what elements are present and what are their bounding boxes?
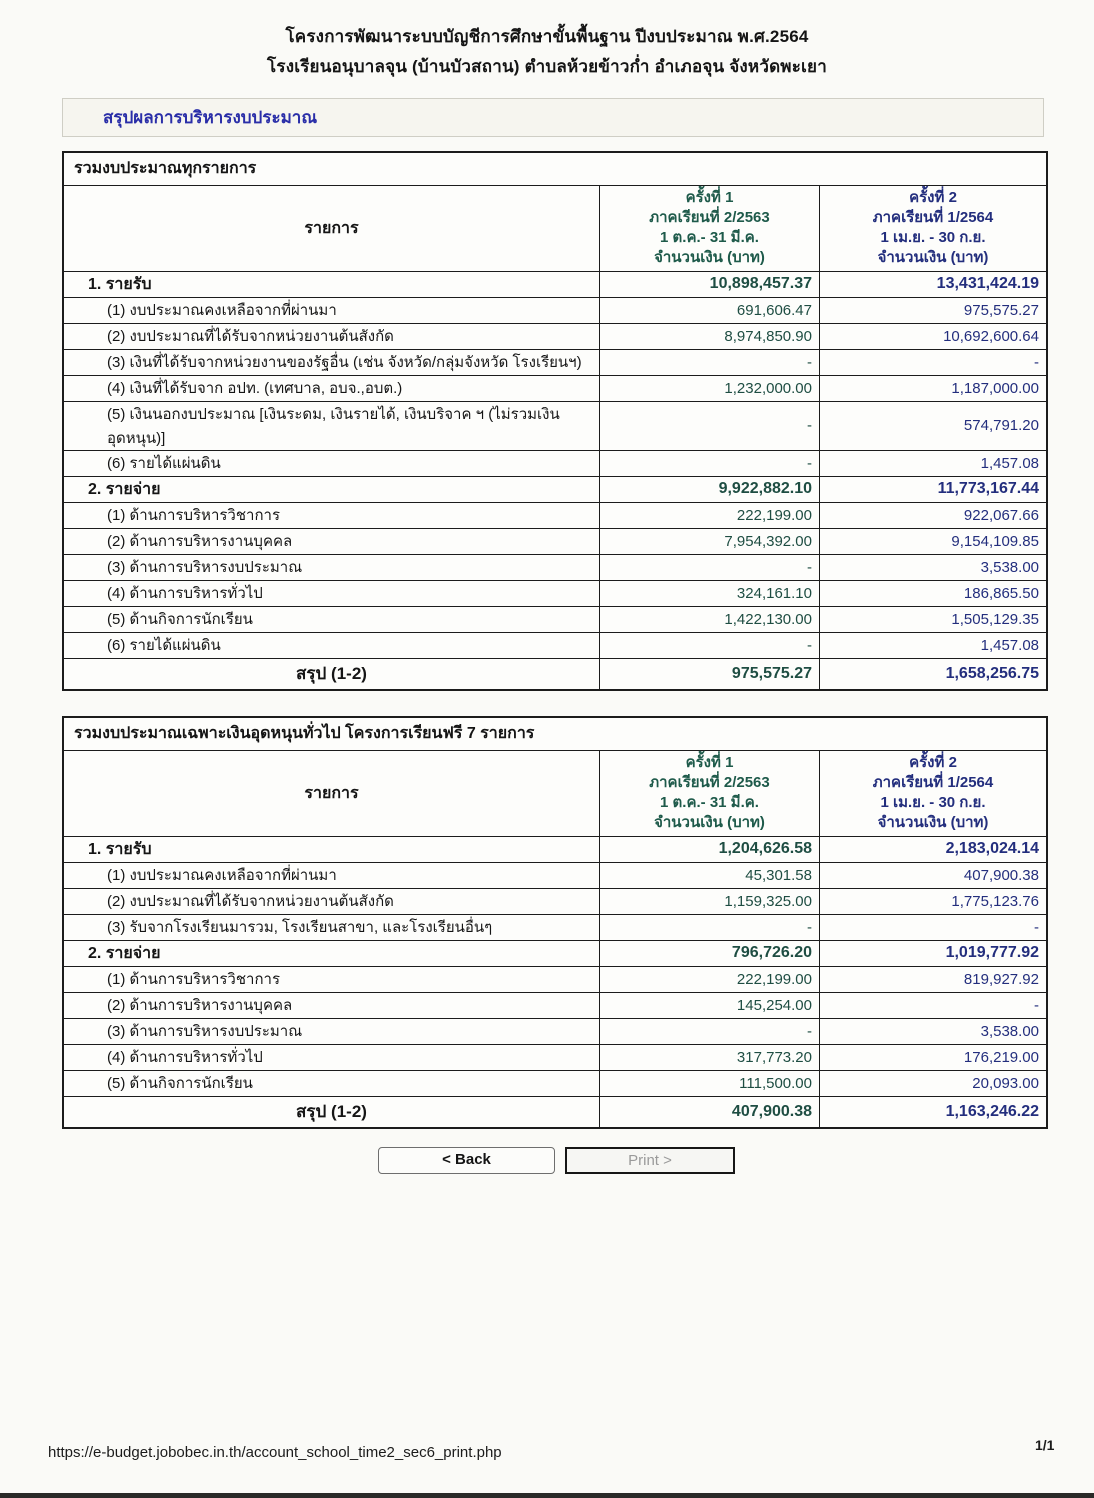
row-label: (3) รับจากโรงเรียนมารวม, โรงเรียนสาขา, และโรงเรียนอื่นๆ — [107, 919, 493, 936]
row-amount-term2: 2,183,024.14 — [819, 837, 1046, 862]
column-header-items: รายการ — [304, 219, 359, 237]
row-label: (3) เงินที่ได้รับจากหน่วยงานของรัฐอื่น (เช่น จังหวัด/กลุ่มจังหวัด โรงเรียนฯ) — [107, 354, 582, 371]
row-amount-term1: 145,254.00 — [599, 993, 819, 1018]
row-label: (2) ด้านการบริหารงานบุคคล — [107, 533, 293, 550]
table-row — [64, 581, 1046, 607]
row-amount-term1: 111,500.00 — [599, 1071, 819, 1096]
row-amount-term1: 1,159,325.00 — [599, 889, 819, 914]
row-label: (3) ด้านการบริหารงบประมาณ — [107, 1023, 303, 1040]
row-amount-term1: 407,900.38 — [599, 1097, 819, 1127]
row-amount-term1: - — [599, 633, 819, 658]
row-amount-term1: - — [599, 555, 819, 580]
row-label: (2) งบประมาณที่ได้รับจากหน่วยงานต้นสังกัด — [107, 328, 394, 345]
row-amount-term2: 407,900.38 — [819, 863, 1046, 888]
section-header-box — [62, 98, 1044, 137]
column-header-term2: ครั้งที่ 2 ภาคเรียนที่ 1/2564 1 เม.ย. - 30 ก.ย. จำนวนเงิน (บาท) — [819, 751, 1046, 836]
row-amount-term2: 922,067.66 — [819, 503, 1046, 528]
row-label: สรุป (1-2) — [296, 1102, 367, 1121]
table-row — [64, 503, 1046, 529]
column-header-term1: ครั้งที่ 1 ภาคเรียนที่ 2/2563 1 ต.ค.- 31 มี.ค. จำนวนเงิน (บาท) — [599, 186, 819, 271]
row-amount-term1: 7,954,392.00 — [599, 529, 819, 554]
table-row — [64, 376, 1046, 402]
row-label: (5) เงินนอกงบประมาณ [เงินระดม, เงินรายได้, เงินบริจาค ฯ (ไม่รวมเงินอุดหนุน)] — [107, 405, 560, 447]
table-title: รวมงบประมาณเฉพาะเงินอุดหนุนทั่วไป โครงการเรียนฟรี 7 รายการ — [64, 718, 1046, 751]
table-body — [64, 272, 1046, 689]
row-amount-term2: 1,457.08 — [819, 451, 1046, 476]
table-row — [64, 451, 1046, 477]
table-header-row — [64, 186, 1046, 272]
row-amount-term2: 186,865.50 — [819, 581, 1046, 606]
row-amount-term2: 819,927.92 — [819, 967, 1046, 992]
table-row — [64, 350, 1046, 376]
back-button[interactable]: < Back — [378, 1147, 555, 1174]
row-amount-term2: 20,093.00 — [819, 1071, 1046, 1096]
table-header-row — [64, 751, 1046, 837]
row-amount-term1: 1,232,000.00 — [599, 376, 819, 401]
row-amount-term2: 11,773,167.44 — [819, 477, 1046, 502]
row-amount-term2: 1,658,256.75 — [819, 659, 1046, 689]
row-label: (5) ด้านกิจการนักเรียน — [107, 1075, 253, 1092]
row-amount-term2: 176,219.00 — [819, 1045, 1046, 1070]
row-amount-term1: - — [599, 915, 819, 940]
row-amount-term1: - — [599, 350, 819, 375]
row-amount-term1: 45,301.58 — [599, 863, 819, 888]
table-row — [64, 298, 1046, 324]
row-amount-term2: 1,163,246.22 — [819, 1097, 1046, 1127]
row-amount-term2: 3,538.00 — [819, 555, 1046, 580]
table-row — [64, 863, 1046, 889]
row-amount-term2: 13,431,424.19 — [819, 272, 1046, 297]
table-row — [64, 324, 1046, 350]
table-row — [64, 272, 1046, 298]
table-row — [64, 1097, 1046, 1127]
row-label: (1) งบประมาณคงเหลือจากที่ผ่านมา — [107, 302, 337, 319]
row-amount-term1: 1,204,626.58 — [599, 837, 819, 862]
row-amount-term1: 222,199.00 — [599, 503, 819, 528]
row-amount-term2: 1,187,000.00 — [819, 376, 1046, 401]
document-title-line2: โรงเรียนอนุบาลจุน (บ้านบัวสถาน) ตำบลห้วยข้าวก่ำ อำเภอจุน จังหวัดพะเยา — [267, 56, 827, 76]
row-amount-term2: 574,791.20 — [819, 402, 1046, 450]
row-amount-term1: 796,726.20 — [599, 941, 819, 966]
row-label: (2) ด้านการบริหารงานบุคคล — [107, 997, 293, 1014]
row-label: (4) ด้านการบริหารทั่วไป — [107, 1049, 263, 1066]
row-label: (1) งบประมาณคงเหลือจากที่ผ่านมา — [107, 867, 337, 884]
table-row — [64, 993, 1046, 1019]
row-amount-term2: - — [819, 350, 1046, 375]
row-amount-term1: 317,773.20 — [599, 1045, 819, 1070]
row-label: (3) ด้านการบริหารงบประมาณ — [107, 559, 303, 576]
table-row — [64, 402, 1046, 451]
row-label: 1. รายรับ — [88, 275, 152, 293]
row-label: (5) ด้านกิจการนักเรียน — [107, 611, 253, 628]
row-amount-term2: 1,019,777.92 — [819, 941, 1046, 966]
row-label: 1. รายรับ — [88, 840, 152, 858]
row-amount-term1: 324,161.10 — [599, 581, 819, 606]
row-amount-term2: 9,154,109.85 — [819, 529, 1046, 554]
row-amount-term2: 1,505,129.35 — [819, 607, 1046, 632]
section-header-label: สรุปผลการบริหารงบประมาณ — [103, 107, 318, 127]
table-row — [64, 477, 1046, 503]
table-row — [64, 941, 1046, 967]
column-header-term2: ครั้งที่ 2 ภาคเรียนที่ 1/2564 1 เม.ย. - 30 ก.ย. จำนวนเงิน (บาท) — [819, 186, 1046, 271]
row-amount-term1: 8,974,850.90 — [599, 324, 819, 349]
table-row — [64, 529, 1046, 555]
page-number: 1/1 — [1035, 1437, 1055, 1453]
row-label: (4) เงินที่ได้รับจาก อปท. (เทศบาล, อบจ.,อบต.) — [107, 380, 403, 397]
row-amount-term1: - — [599, 1019, 819, 1044]
row-label: 2. รายจ่าย — [88, 944, 161, 962]
row-label: (6) รายได้แผ่นดิน — [107, 637, 221, 654]
row-amount-term1: 691,606.47 — [599, 298, 819, 323]
row-amount-term1: 9,922,882.10 — [599, 477, 819, 502]
table-row — [64, 889, 1046, 915]
row-amount-term1: 10,898,457.37 — [599, 272, 819, 297]
table-row — [64, 633, 1046, 659]
budget-table-subsidy — [62, 716, 1048, 1129]
table-row — [64, 837, 1046, 863]
column-header-term1: ครั้งที่ 1 ภาคเรียนที่ 2/2563 1 ต.ค.- 31 มี.ค. จำนวนเงิน (บาท) — [599, 751, 819, 836]
row-label: (2) งบประมาณที่ได้รับจากหน่วยงานต้นสังกัด — [107, 893, 394, 910]
button-bar — [378, 1147, 1094, 1174]
row-amount-term2: 3,538.00 — [819, 1019, 1046, 1044]
column-header-items: รายการ — [304, 784, 359, 802]
row-amount-term1: 975,575.27 — [599, 659, 819, 689]
row-amount-term2: 10,692,600.64 — [819, 324, 1046, 349]
row-amount-term1: 1,422,130.00 — [599, 607, 819, 632]
table-row — [64, 1071, 1046, 1097]
table-row — [64, 1045, 1046, 1071]
print-button[interactable]: Print > — [565, 1147, 735, 1174]
table-row — [64, 1019, 1046, 1045]
row-amount-term1: 222,199.00 — [599, 967, 819, 992]
table-row — [64, 607, 1046, 633]
row-amount-term2: - — [819, 915, 1046, 940]
row-label: (1) ด้านการบริหารวิชาการ — [107, 971, 281, 988]
budget-table-all-items — [62, 151, 1048, 691]
row-label: 2. รายจ่าย — [88, 480, 161, 498]
row-amount-term1: - — [599, 402, 819, 450]
row-amount-term1: - — [599, 451, 819, 476]
row-amount-term2: 1,457.08 — [819, 633, 1046, 658]
row-amount-term2: 1,775,123.76 — [819, 889, 1046, 914]
document-header — [0, 0, 1094, 82]
row-amount-term2: 975,575.27 — [819, 298, 1046, 323]
table-row — [64, 555, 1046, 581]
row-amount-term2: - — [819, 993, 1046, 1018]
row-label: (1) ด้านการบริหารวิชาการ — [107, 507, 281, 524]
document-title-line1: โครงการพัฒนาระบบบัญชีการศึกษาขั้นพื้นฐาน ปีงบประมาณ พ.ศ.2564 — [285, 27, 809, 46]
row-label: (6) รายได้แผ่นดิน — [107, 455, 221, 472]
scan-edge-artifact — [0, 1493, 1094, 1498]
row-label: (4) ด้านการบริหารทั่วไป — [107, 585, 263, 602]
table-title: รวมงบประมาณทุกรายการ — [64, 153, 1046, 186]
table-row — [64, 967, 1046, 993]
table-row — [64, 915, 1046, 941]
table-body — [64, 837, 1046, 1127]
footer-url: https://e-budget.jobobec.in.th/account_school_time2_sec6_print.php — [48, 1444, 502, 1461]
table-row — [64, 659, 1046, 689]
row-label: สรุป (1-2) — [296, 664, 367, 683]
